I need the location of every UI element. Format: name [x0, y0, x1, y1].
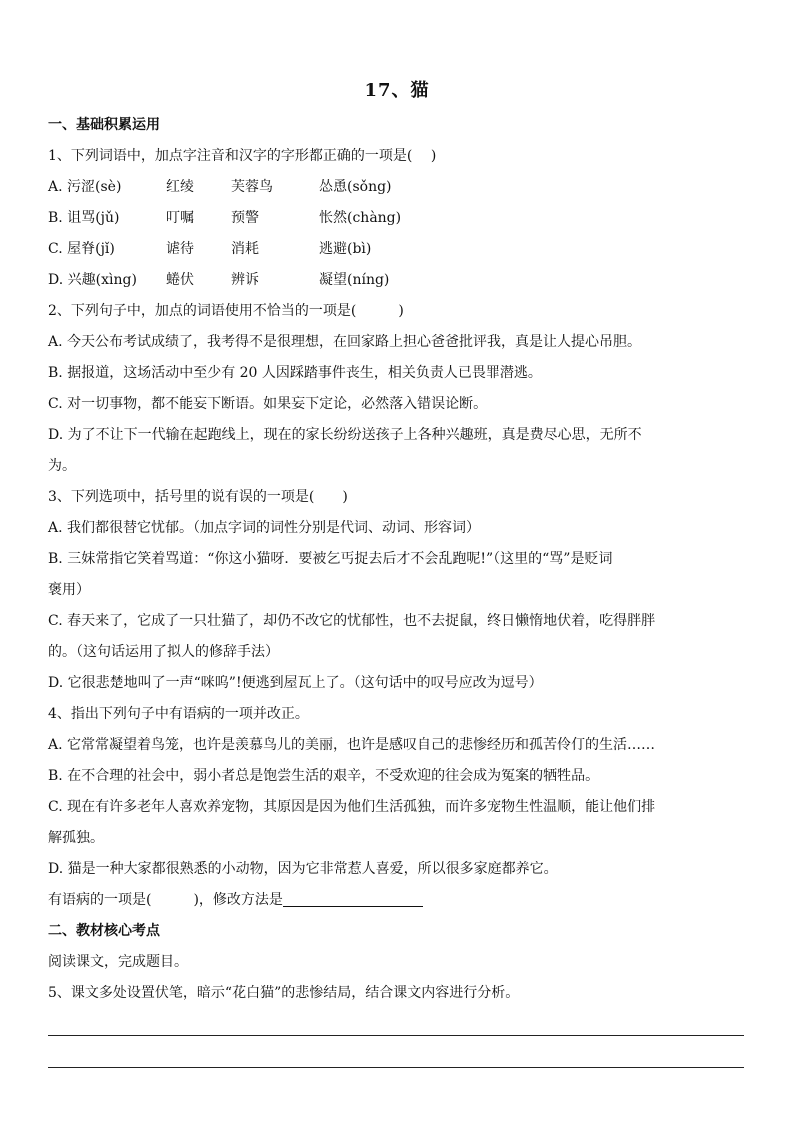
q1-b-word3: 预警 — [231, 210, 259, 226]
q3-option-c-cont: 的。（这句话运用了拟人的修辞手法） — [48, 644, 279, 660]
q1-b-word1: B. 诅骂(jǔ) — [48, 210, 120, 226]
q3-stem: 3、下列选项中，括号里的说有误的一项是( ) — [48, 489, 348, 505]
q5-stem: 5、课文多处设置伏笔，暗示“花白猫”的悲惨结局，结合课文内容进行分析。 — [48, 985, 520, 1001]
page-title: 17、猫 — [364, 80, 430, 101]
q4-answer-blank[interactable] — [283, 892, 423, 907]
q1-a-word2: 红绫 — [166, 179, 194, 195]
q4-option-c: C. 现在有许多老年人喜欢养宠物，其原因是因为他们生活孤独，而许多宠物生性温顺，能让他们排 — [48, 799, 656, 815]
section-1-heading: 一、基础积累运用 — [48, 117, 160, 133]
q1-c-word4: 逃避(bì) — [319, 241, 372, 257]
q1-d-word4: 凝望(níng) — [319, 272, 390, 288]
q1-d-word3: 辨诉 — [231, 272, 259, 288]
q3-option-d: D. 它很悲楚地叫了一声“咪呜”!便逃到屋瓦上了。（这句话中的叹号应改为逗号） — [48, 675, 543, 691]
q4-answer-prefix: 有语病的一项是( )，修改方法是 — [48, 892, 283, 908]
q1-d-word2: 蜷伏 — [166, 272, 194, 288]
q1-stem: 1、下列词语中，加点字注音和汉字的字形都正确的一项是( ) — [48, 148, 437, 164]
q3-option-c: C. 春天来了，它成了一只壮猫了，却仍不改它的忧郁性，也不去捉鼠，终日懒惰地伏着，吃得胖胖 — [48, 613, 656, 629]
q4-option-a: A. 它常常凝望着鸟笼，也许是羡慕鸟儿的美丽，也许是感叹自己的悲惨经历和孤苦伶仃的生活…… — [48, 737, 656, 753]
q2-option-b: B. 据报道，这场活动中至少有 20 人因踩踏事件丧生，相关负责人已畏罪潜逃。 — [48, 365, 542, 381]
q1-b-word4: 怅然(chàng) — [319, 210, 402, 226]
q1-option-b — [48, 208, 401, 228]
q4-answer-line — [48, 890, 423, 910]
q1-c-word3: 消耗 — [231, 241, 259, 257]
q4-option-d: D. 猫是一种大家都很熟悉的小动物，因为它非常惹人喜爱，所以很多家庭都养它。 — [48, 861, 558, 877]
q4-option-c-cont: 解孤独。 — [48, 830, 104, 846]
answer-line-2[interactable] — [48, 1067, 744, 1068]
section-2-instruction: 阅读课文，完成题目。 — [48, 954, 188, 970]
section-2-heading: 二、教材核心考点 — [48, 923, 160, 939]
q1-option-a — [48, 177, 392, 197]
q2-option-c: C. 对一切事物，都不能妄下断语。如果妄下定论，必然落入错误论断。 — [48, 396, 488, 412]
q1-b-word2: 叮嘱 — [166, 210, 194, 226]
q1-a-word3: 芙蓉鸟 — [231, 179, 273, 195]
q4-stem: 4、指出下列句子中有语病的一项并改正。 — [48, 706, 309, 722]
q2-stem: 2、下列句子中，加点的词语使用不恰当的一项是( ) — [48, 303, 404, 319]
q1-c-word2: 谑待 — [166, 241, 194, 257]
q3-option-b: B. 三妹常指它笑着骂道：“你这小猫呀．要被乞丐捉去后才不会乱跑呢!”（这里的“骂”是贬词 — [48, 551, 613, 567]
q1-a-word1: A. 污涩(sè) — [48, 179, 122, 195]
q1-d-word1: D. 兴趣(xìng) — [48, 272, 137, 288]
q2-option-d: D. 为了不让下一代输在起跑线上，现在的家长纷纷送孩子上各种兴趣班，真是费尽心思，无所不 — [48, 427, 642, 443]
q1-c-word1: C. 屋脊(jǐ) — [48, 241, 115, 257]
answer-line-1[interactable] — [48, 1035, 744, 1036]
q1-a-word4: 怂恿(sǒng) — [319, 179, 392, 195]
q4-option-b: B. 在不合理的社会中，弱小者总是饱尝生活的艰辛，不受欢迎的往会成为冤案的牺牲品。 — [48, 768, 600, 784]
q1-option-d — [48, 270, 389, 290]
q2-option-d-cont: 为。 — [48, 458, 76, 474]
q3-option-b-cont: 褒用） — [48, 582, 90, 598]
q2-option-a: A. 今天公布考试成绩了，我考得不是很理想，在回家路上担心爸爸批评我，真是让人提心吊胆。 — [48, 334, 642, 350]
q1-option-c — [48, 239, 371, 259]
q3-option-a: A. 我们都很替它忧郁。（加点字词的词性分别是代词、动词、形容词） — [48, 520, 481, 536]
